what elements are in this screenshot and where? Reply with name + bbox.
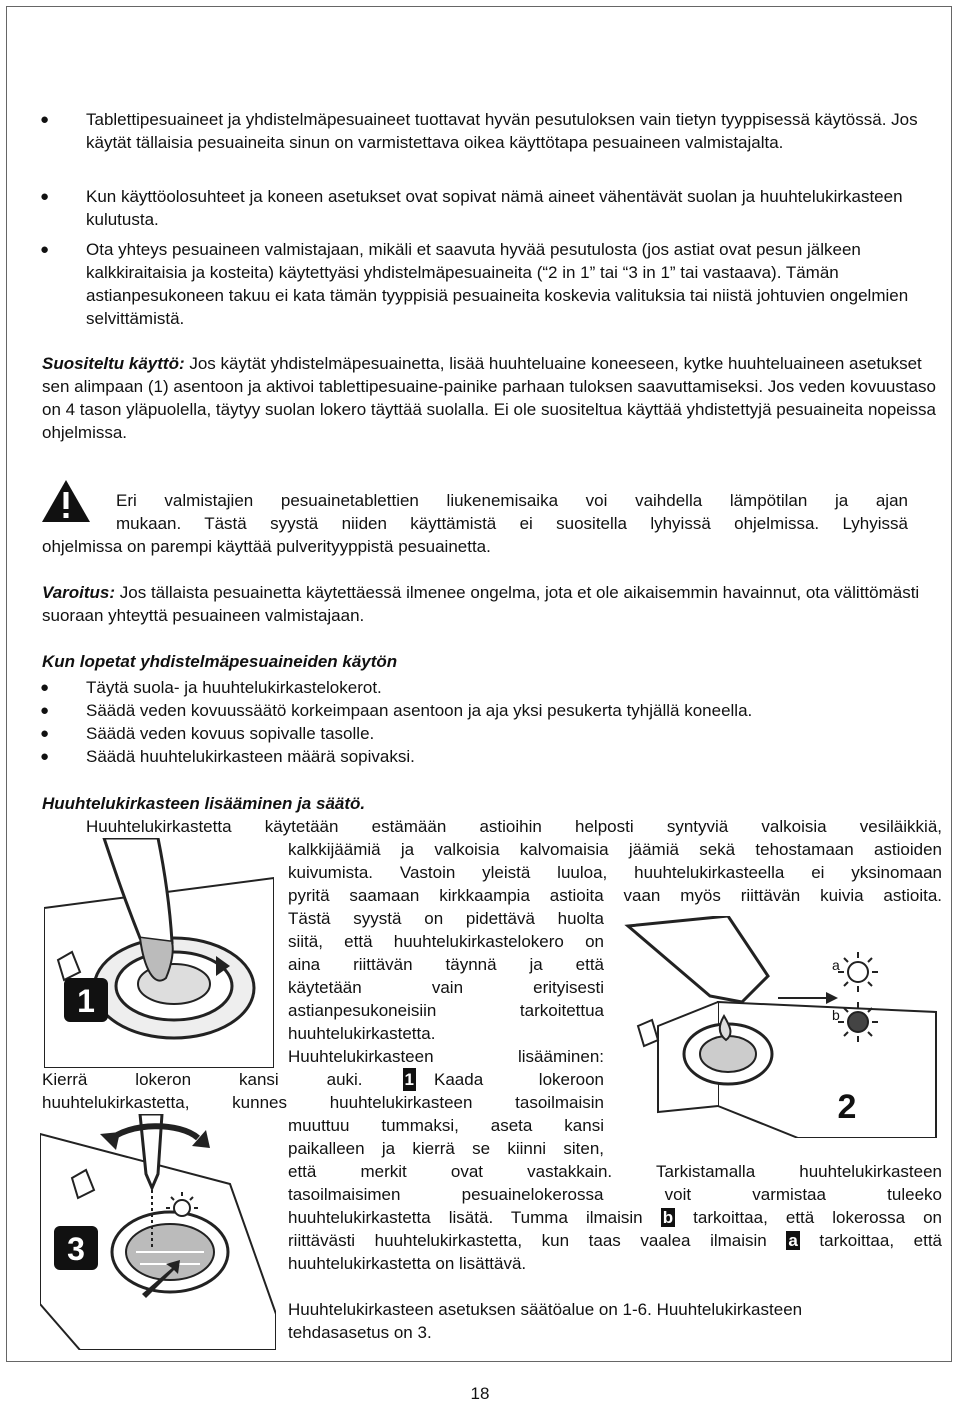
rinse-line-19: [288, 1229, 942, 1252]
intro-bullet-2: Kun käyttöolosuhteet ja koneen asetukset ovat sopivat nämä aineet vähentävät suolan ja huuhtelukirkasteen kulutusta.: [86, 187, 903, 229]
setting-range-line-2: tehdasasetus on 3.: [288, 1323, 432, 1342]
rinse-line-17: tasoilmaisimen pesuainelokerossa voit varmistaa tuleeko: [288, 1185, 942, 1204]
recommended-use-label: Suositeltu käyttö:: [42, 354, 185, 373]
warning-text-line-1: Eri valmistajien pesuainetablettien liukenemisaika voi vaihdella lämpötilan ja ajan: [116, 491, 908, 510]
bullet-marker: ●: [40, 725, 50, 742]
rinse-line-13: huuhtelukirkastetta, kunnes huuhtelukirkasteen tasoilmaisin: [42, 1093, 604, 1112]
rinse-line-2: kalkkijäämiä ja valkoisia kalvomaisia jäämiä sekä tehostamaan astioiden: [288, 840, 942, 859]
bullet-marker: ●: [40, 679, 50, 696]
rinse-line-19-end: tarkoittaa, että: [799, 1231, 942, 1250]
setting-range-line-1: Huuhtelukirkasteen asetuksen säätöalue on 1-6. Huuhtelukirkasteen: [288, 1300, 803, 1319]
stop-item-2: Säädä veden kovuussäätö korkeimpaan asentoon ja aja yksi pesukerta tyhjällä koneella.: [86, 701, 753, 720]
caution-paragraph: [42, 581, 942, 627]
warning-text-line-2: mukaan. Tästä syystä niiden käyttämistä ei suositella lyhyissä ohjelmissa. Lyhyissä: [116, 514, 908, 533]
rinse-line-16: että merkit ovat vastakkain. Tarkistamalla huuhtelukirkasteen: [288, 1162, 942, 1181]
recommended-use-text: Jos käytät yhdistelmäpesuainetta, lisää huuhteluaine koneeseen, kytke huuhteluaineen asetukset sen alimpaan (1) asentoon ja aktivoi tablettipesuaine-painike parhaan tuloksen saavuttamiseksi. Jos veden kovuustaso on 4 tason yläpuolella, täytyy suolan lokero täyttää suolalla. Ei ole suositeltua käyttää yhdistettyjä pesuaineita nopeissa ohjelmissa.: [42, 354, 936, 442]
stop-item-1: Täytä suola- ja huuhtelukirkastelokerot.: [86, 678, 382, 697]
recommended-use-paragraph: [42, 352, 942, 444]
caution-label: Varoitus:: [42, 583, 116, 602]
intro-bullet-1: Tablettipesuaineet ja yhdistelmäpesuaineet tuottavat hyvän pesutuloksen vain tietyn tyyppisessä käytössä. Jos käytät tällaisia pesuaineita sinun on varmistettava oikea käyttötapa pesuaineen valmistajalta.: [86, 110, 918, 152]
figure-1-fill-illustration: [44, 838, 274, 1068]
bullet-marker: ●: [40, 748, 50, 765]
rinse-line-6: siitä, että huuhtelukirkastelokero on: [288, 932, 604, 951]
stop-section-heading: Kun lopetat yhdistelmäpesuaineiden käytön: [42, 652, 398, 671]
rinse-line-18: [288, 1206, 942, 1229]
rinse-line-18-start: huuhtelukirkastetta lisätä. Tumma ilmaisin: [288, 1208, 661, 1227]
figure-2-number: 2: [837, 1088, 857, 1126]
rinse-line-5: Tästä syystä on pidettävä huolta: [288, 909, 604, 928]
rinse-line-14: muuttuu tummaksi, aseta kansi: [288, 1116, 604, 1135]
rinse-line-12-kierra: Kierrä lokeron kansi auki.: [42, 1070, 363, 1089]
rinse-line-3: kuivumista. Vastoin yleistä luuloa, huuhtelukirkasteella ei yksinomaan: [288, 863, 942, 882]
rinse-line-20: huuhtelukirkastetta on lisättävä.: [288, 1254, 527, 1273]
stop-item-4: Säädä huuhtelukirkasteen määrä sopivaksi.: [86, 747, 415, 766]
rinse-line-10: huuhtelukirkastetta.: [288, 1024, 436, 1043]
dark-indicator-icon: [848, 1012, 868, 1032]
warning-triangle-icon: [40, 478, 92, 524]
rinse-line-12-kaada: Kaada lokeroon: [434, 1070, 604, 1089]
rinse-line-11: Huuhtelukirkasteen lisääminen:: [288, 1047, 604, 1066]
figure-2-label-b: b: [832, 1007, 840, 1023]
rinse-line-4: pyritä saamaan kirkkaampia astioita vaan myös riittävän kuivia astioita.: [288, 886, 942, 905]
rinse-line-9: astianpesukoneisiin tarkoitettua: [288, 1001, 604, 1020]
rinse-line-1: Huuhtelukirkastetta käytetään estämään astioihin helposti syntyviä valkoisia vesiläikkiä,: [86, 817, 942, 836]
indicator-a-marker: a: [788, 1231, 798, 1250]
rinse-line-19-start: riittävästi huuhtelukirkastetta, kun taas vaalea ilmaisin: [288, 1231, 787, 1250]
rinse-section-heading: Huuhtelukirkasteen lisääminen ja säätö.: [42, 794, 366, 813]
caution-text: Jos tällaista pesuainetta käytettäessä ilmenee ongelma, jota et ole aikaisemmin havainnut, ota välittömästi suoraan yhteyttä pesuaineen valmistajaan.: [42, 583, 920, 625]
stop-item-3: Säädä veden kovuus sopivalle tasolle.: [86, 724, 375, 743]
page-number: 18: [470, 1384, 490, 1403]
indicator-b-marker: b: [662, 1208, 674, 1227]
step-1-marker: 1: [404, 1070, 414, 1089]
figure-3-adjust-illustration: [40, 1114, 276, 1350]
rinse-line-12: [42, 1068, 604, 1091]
light-indicator-icon: [174, 1200, 190, 1216]
rinse-line-7: aina riittävän täynnä ja että: [288, 955, 604, 974]
figure-2-indicator-illustration: [618, 916, 946, 1138]
bullet-marker: ●: [40, 111, 50, 128]
bullet-marker: ●: [40, 188, 50, 205]
bullet-marker: ●: [40, 241, 50, 258]
warning-text-line-3: ohjelmissa on parempi käyttää pulverityyppistä pesuainetta.: [42, 537, 491, 556]
rinse-line-8: käytetään vain erityisesti: [288, 978, 604, 997]
figure-2-label-a: a: [832, 957, 840, 973]
rinse-line-18-end: tarkoittaa, että lokerossa on: [675, 1208, 942, 1227]
intro-bullet-3: Ota yhteys pesuaineen valmistajaan, mikäli et saavuta hyvää pesutulosta (jos astiat ovat pesun jälkeen kalkkiraitaisia ja kosteita) käytettyäsi yhdistelmäpesuaineita (“2 in 1” tai “3 in 1” tai vastaava). Tämän astianpesukoneen takuu ei kata tämän tyyppisiä pesuaineita koskevia valituksia tai niistä johtuvien ongelmien selvittämistä.: [86, 240, 909, 328]
rinse-line-15: paikalleen ja kierrä se kiinni siten,: [288, 1139, 604, 1158]
figure-3-number: 3: [67, 1231, 85, 1267]
bullet-marker: ●: [40, 702, 50, 719]
figure-1-number: 1: [77, 983, 95, 1019]
light-indicator-icon: [848, 962, 868, 982]
